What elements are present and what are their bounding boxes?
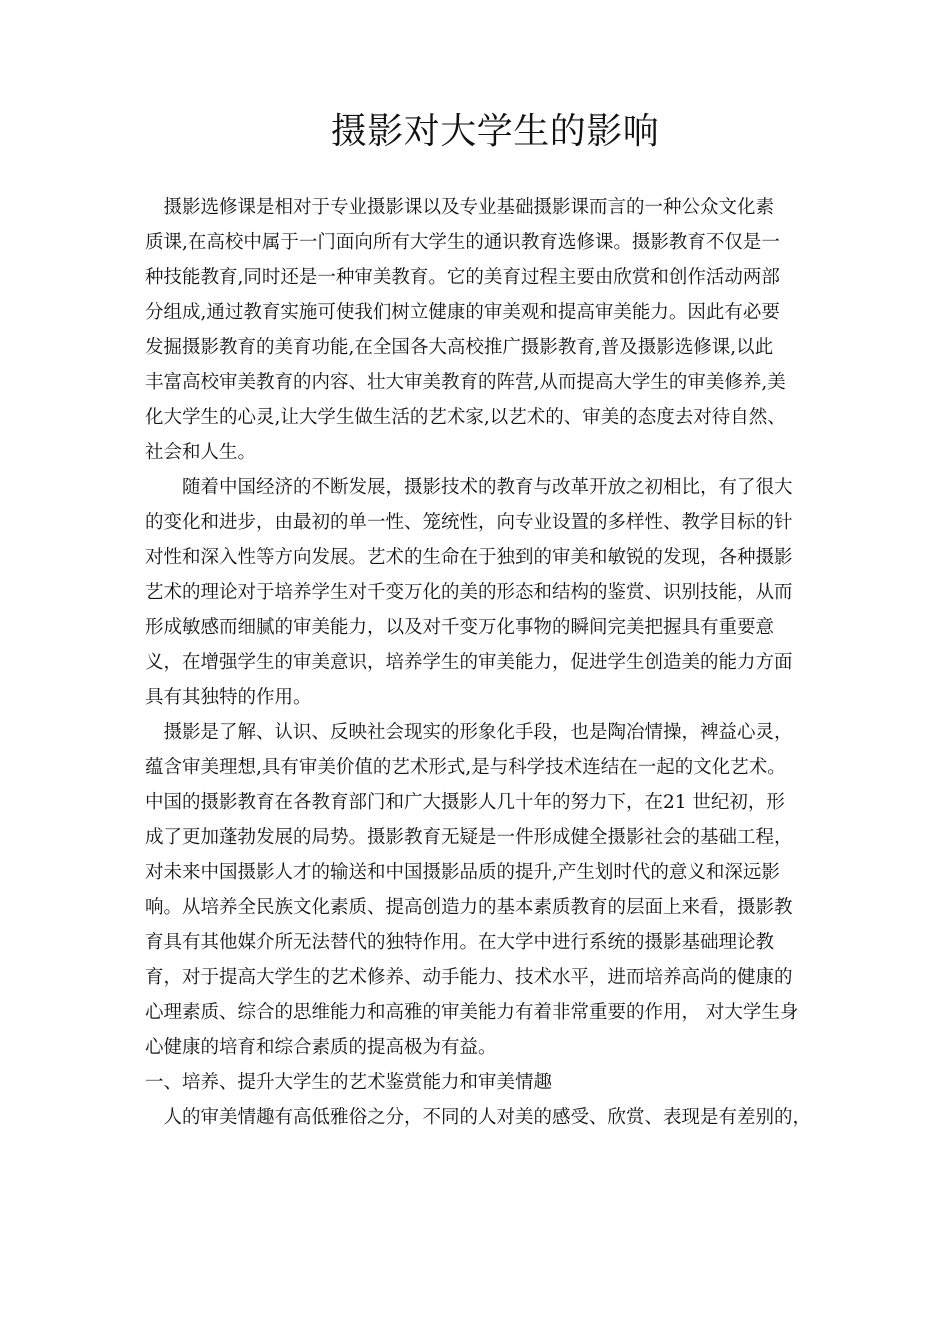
body-line: 人的审美情趣有高低雅俗之分，不同的人对美的感受、欣赏、表现是有差别的， <box>145 1107 812 1128</box>
body-line: 分组成,通过教育实施可使我们树立健康的审美观和提高审美能力。因此有必要 <box>145 302 780 323</box>
body-line: 艺术的理论对于培养学生对千变万化的美的形态和结构的鉴赏、识别技能，从而 <box>145 582 793 603</box>
body-line: 形成敏感而细腻的审美能力，以及对千变万化事物的瞬间完美把握具有重要意 <box>145 617 775 638</box>
body-line: 义，在增强学生的审美意识，培养学生的审美能力，促进学生创造美的能力方面 <box>145 652 793 673</box>
body-line: 化大学生的心灵,让大学生做生活的艺术家,以艺术的、审美的态度去对待自然、 <box>145 407 786 428</box>
body-line: 中国的摄影教育在各教育部门和广大摄影人几十年的努力下，在21 世纪初，形 <box>145 792 785 813</box>
body-line: 心健康的培育和综合素质的提高极为有益。 <box>145 1037 497 1058</box>
body-line: 种技能教育,同时还是一种审美教育。它的美育过程主要由欣赏和创作活动两部 <box>145 267 780 288</box>
body-line: 对未来中国摄影人才的输送和中国摄影品质的提升,产生划时代的意义和深远影 <box>145 862 780 883</box>
body-line: 社会和人生。 <box>145 442 257 463</box>
body-line: 随着中国经济的不断发展，摄影技术的教育与改革开放之初相比，有了很大 <box>145 477 793 498</box>
body-line: 摄影选修课是相对于专业摄影课以及专业基础摄影课而言的一种公众文化素 <box>145 197 775 218</box>
document-body <box>145 190 815 1135</box>
body-line: 响。从培养全民族文化素质、提高创造力的基本素质教育的层面上来看，摄影教 <box>145 897 793 918</box>
body-line: 的变化和进步，由最初的单一性、笼统性，向专业设置的多样性、教学目标的针 <box>145 512 793 533</box>
body-line: 成了更加蓬勃发展的局势。摄影教育无疑是一件形成健全摄影社会的基础工程， <box>145 827 793 848</box>
body-line: 发掘摄影教育的美育功能,在全国各大高校推广摄影教育,普及摄影选修课,以此 <box>145 337 774 358</box>
body-line: 育，对于提高大学生的艺术修养、动手能力、技术水平，进而培养高尚的健康的 <box>145 967 793 988</box>
body-line: 质课,在高校中属于一门面向所有大学生的通识教育选修课。摄影教育不仅是一 <box>145 232 780 253</box>
body-line: 摄影是了解、认识、反映社会现实的形象化手段，也是陶冶情操，裨益心灵， <box>145 722 793 743</box>
document-title: 摄影对大学生的影响 <box>330 111 660 152</box>
body-line: 对性和深入性等方向发展。艺术的生命在于独到的审美和敏锐的发现，各种摄影 <box>145 547 793 568</box>
body-line: 蕴含审美理想,具有审美价值的艺术形式,是与科学技术连结在一起的文化艺术。 <box>145 757 786 778</box>
body-line: 一、培养、提升大学生的艺术鉴赏能力和审美情趣 <box>145 1072 553 1093</box>
body-line: 丰富高校审美教育的内容、壮大审美教育的阵营,从而提高大学生的审美修养,美 <box>145 372 786 393</box>
body-line: 心理素质、综合的思维能力和高雅的审美能力有着非常重要的作用， 对大学生身 <box>145 1002 799 1023</box>
body-line: 具有其独特的作用。 <box>145 687 312 708</box>
body-line: 育具有其他媒介所无法替代的独特作用。在大学中进行系统的摄影基础理论教 <box>145 932 775 953</box>
